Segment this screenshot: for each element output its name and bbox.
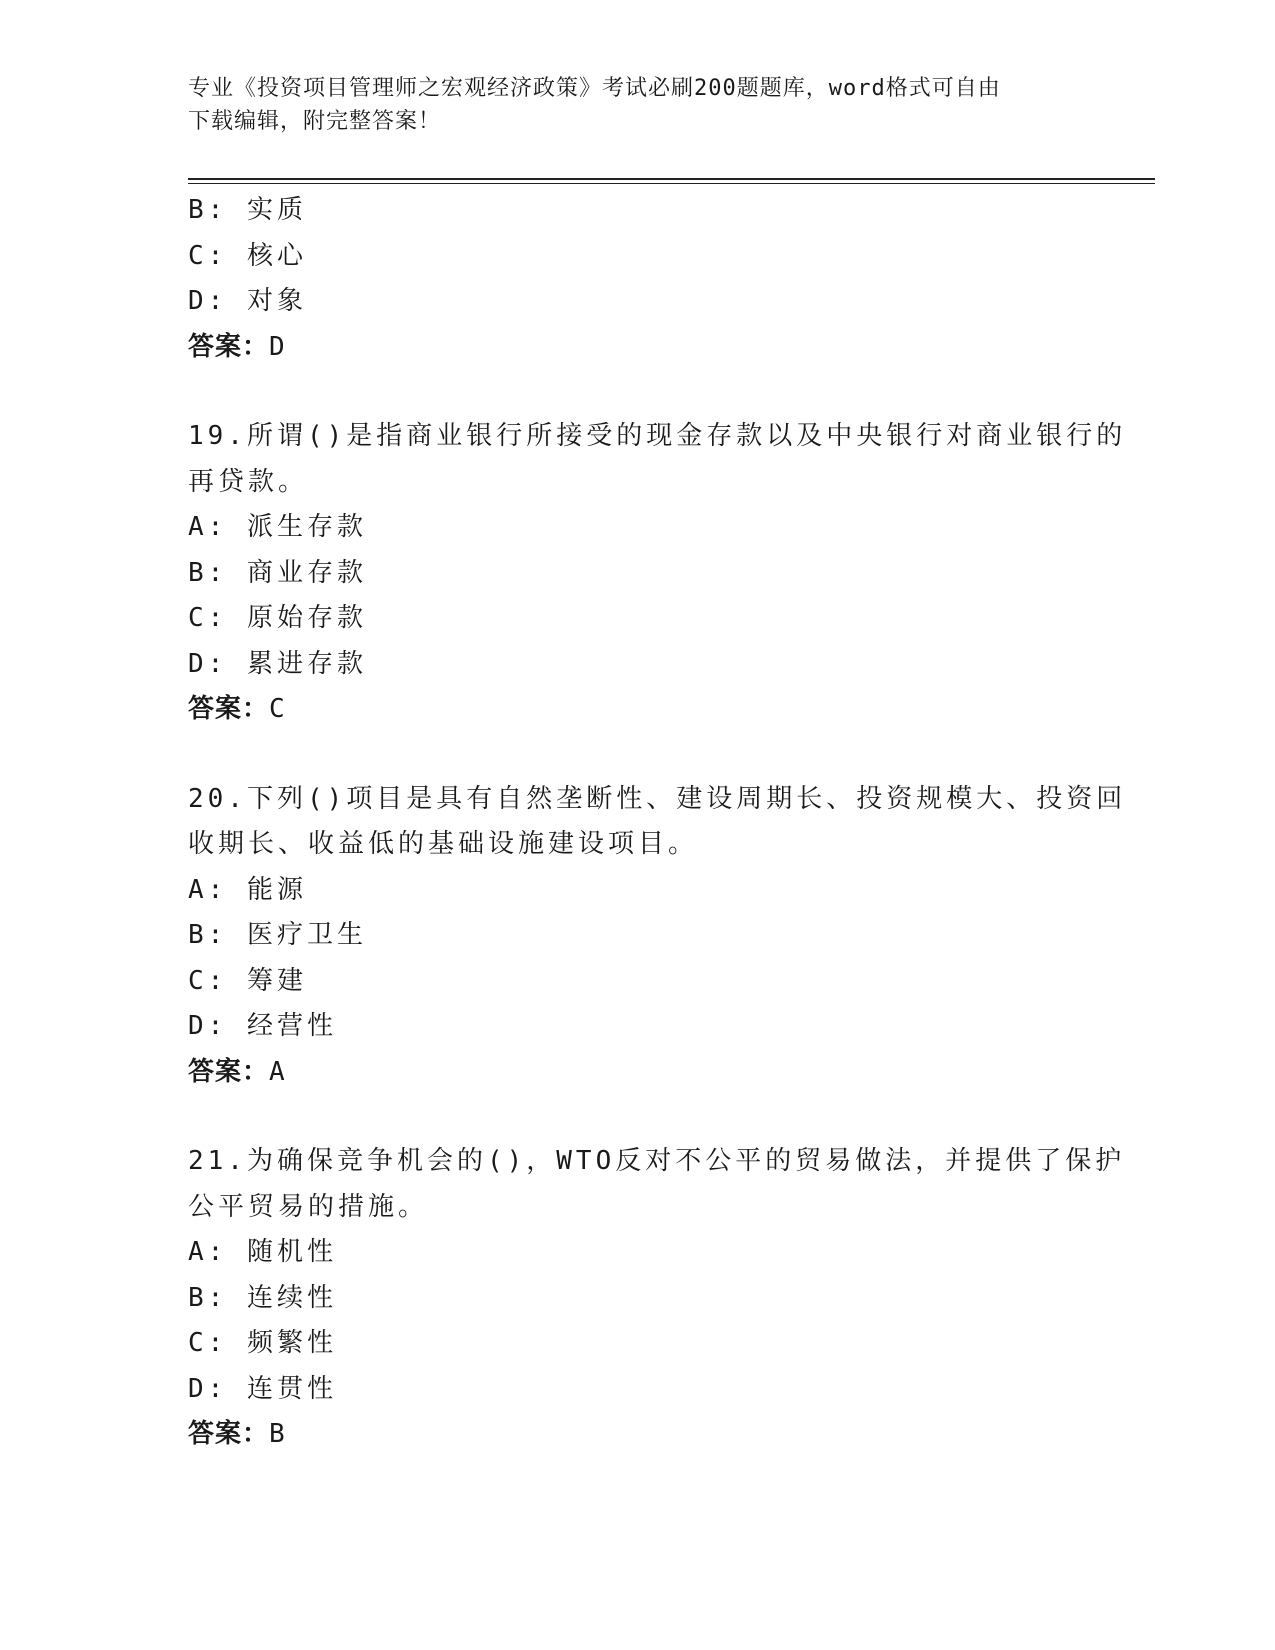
answer-label: 答案：	[188, 694, 270, 724]
question-stem-line-1: 19.所谓()是指商业银行所接受的现金存款以及中央银行对商业银行的	[188, 421, 1127, 451]
option-b	[188, 1276, 1088, 1322]
option-text: 连贯性	[246, 1373, 337, 1404]
option-label: D:	[188, 286, 228, 316]
question-stem-line-1: 20.下列()项目是具有自然垄断性、建设周期长、投资规模大、投资回	[188, 783, 1127, 814]
answer-label: 答案：	[188, 331, 270, 362]
option-d	[188, 279, 1088, 325]
answer-line	[188, 1050, 1088, 1096]
option-text: 筹建	[246, 965, 307, 996]
option-text: 原始存款	[246, 603, 367, 633]
answer-value: C	[269, 694, 286, 724]
option-label: D:	[188, 1373, 228, 1404]
option-b	[188, 551, 1088, 597]
option-text: 对象	[246, 286, 307, 316]
option-label: D:	[188, 648, 228, 679]
answer-value: A	[269, 1056, 286, 1087]
question-partial	[188, 188, 1088, 370]
option-text: 实质	[246, 195, 307, 225]
document-body	[188, 188, 1127, 1458]
answer-line	[188, 687, 1088, 733]
question-stem-line-1: 21.为确保竞争机会的()，WTO反对不公平的贸易做法，并提供了保护	[188, 1146, 1126, 1176]
option-label: A:	[188, 1237, 228, 1267]
header-divider-thin	[188, 183, 1155, 184]
option-text: 随机性	[246, 1237, 337, 1267]
option-b	[188, 913, 1088, 959]
option-label: B:	[188, 195, 228, 225]
option-label: C:	[188, 965, 228, 996]
option-label: C:	[188, 240, 228, 271]
option-label: D:	[188, 1011, 228, 1041]
option-text: 能源	[246, 874, 307, 905]
question-stem-line-2: 再贷款。	[188, 466, 309, 497]
header-line-1: 专业《投资项目管理师之宏观经济政策》考试必刷200题题库，word格式可自由	[188, 76, 1001, 101]
option-c	[188, 959, 1088, 1005]
answer-value: B	[269, 1419, 286, 1449]
option-b	[188, 188, 1088, 234]
option-d	[188, 1004, 1088, 1050]
option-text: 派生存款	[246, 512, 367, 542]
header-line-2: 下载编辑，附完整答案！	[188, 109, 442, 134]
answer-value: D	[269, 331, 286, 362]
option-a	[188, 505, 1088, 551]
answer-line	[188, 1412, 1088, 1458]
option-label: C:	[188, 1328, 228, 1358]
document-header	[188, 72, 1068, 138]
answer-label: 答案：	[188, 1056, 270, 1087]
option-d	[188, 1367, 1088, 1413]
option-label: B:	[188, 557, 228, 588]
option-text: 经营性	[246, 1011, 337, 1041]
answer-label: 答案：	[188, 1419, 270, 1449]
option-text: 医疗卫生	[246, 920, 367, 950]
question-21	[188, 1139, 1126, 1458]
option-c	[188, 1321, 1088, 1367]
option-d	[188, 642, 1088, 688]
option-label: A:	[188, 512, 228, 542]
option-text: 累进存款	[246, 648, 367, 679]
option-text: 核心	[246, 240, 307, 271]
option-text: 频繁性	[246, 1328, 337, 1358]
option-c	[188, 596, 1088, 642]
option-a	[188, 1230, 1088, 1276]
option-label: B:	[188, 1282, 228, 1313]
option-a	[188, 868, 1088, 914]
question-stem-line-2: 公平贸易的措施。	[188, 1191, 429, 1222]
option-c	[188, 234, 1088, 280]
option-label: C:	[188, 603, 228, 633]
question-20	[188, 777, 1127, 1096]
header-divider-thick	[188, 178, 1155, 180]
option-label: B:	[188, 920, 228, 950]
question-stem-line-2: 收期长、收益低的基础设施建设项目。	[188, 829, 699, 859]
option-text: 商业存款	[246, 557, 367, 588]
option-text: 连续性	[246, 1282, 337, 1313]
answer-line	[188, 325, 1088, 371]
option-label: A:	[188, 874, 228, 905]
question-19	[188, 414, 1127, 733]
